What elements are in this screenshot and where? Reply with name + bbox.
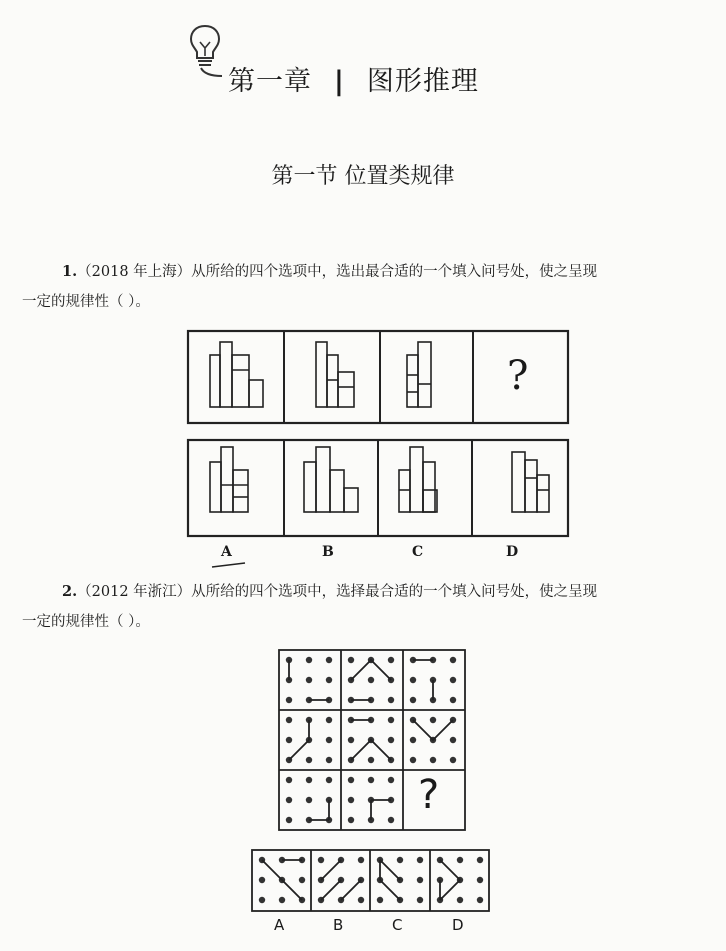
grid-dot	[477, 897, 483, 903]
grid-dot	[388, 817, 394, 823]
grid-dot	[286, 797, 292, 803]
q1-option-label-b[interactable]: B	[322, 544, 334, 560]
grid-dot	[410, 737, 416, 743]
grid-dot	[457, 897, 463, 903]
grid-dot	[306, 777, 312, 783]
grid-dot	[286, 717, 292, 723]
grid-dot	[306, 677, 312, 683]
q2-options-row	[252, 850, 489, 911]
question-text-line2: 一定的规律性（ ）。	[22, 614, 150, 630]
section-title: 第一节 位置类规律	[271, 164, 455, 189]
grid-dot	[326, 717, 332, 723]
grid-dot	[410, 757, 416, 763]
grid-dot	[306, 657, 312, 663]
question-source: （2012 年浙江）	[77, 584, 192, 600]
grid-dot	[397, 857, 403, 863]
grid-dot	[410, 697, 416, 703]
q2-option-label-d[interactable]: D	[452, 916, 464, 934]
question-source: （2018 年上海）	[77, 264, 192, 280]
grid-dot	[388, 657, 394, 663]
answer-underline	[212, 563, 245, 567]
grid-dot	[279, 897, 285, 903]
q2-option-label-c[interactable]: C	[392, 916, 403, 934]
question-text-line2: 一定的规律性（ ）。	[22, 294, 150, 310]
grid-dot	[259, 897, 265, 903]
grid-dot	[450, 657, 456, 663]
grid-dot	[348, 657, 354, 663]
grid-dot	[286, 697, 292, 703]
q1-option-label-d[interactable]: D	[506, 544, 519, 560]
grid-dot	[388, 777, 394, 783]
grid-dot	[259, 877, 265, 883]
question-text: 从所给的四个选项中，选择最合适的一个填入问号处，使之呈现	[191, 584, 598, 600]
grid-dot	[306, 797, 312, 803]
grid-dot	[326, 657, 332, 663]
grid-dot	[477, 857, 483, 863]
q2-option-label-b[interactable]: B	[333, 916, 344, 934]
chapter-separator: |	[334, 66, 345, 97]
grid-dot	[326, 777, 332, 783]
grid-dot	[410, 677, 416, 683]
grid-dot	[286, 737, 292, 743]
grid-dot	[388, 717, 394, 723]
grid-dot	[377, 897, 383, 903]
grid-dot	[318, 857, 324, 863]
grid-dot	[457, 857, 463, 863]
q1-option-figure-d[interactable]	[512, 452, 549, 512]
grid-dot	[299, 877, 305, 883]
grid-dot	[326, 677, 332, 683]
question-2	[22, 577, 712, 637]
grid-dot	[417, 857, 423, 863]
grid-dot	[417, 897, 423, 903]
q1-option-figure-a[interactable]	[210, 447, 248, 512]
grid-dot	[430, 757, 436, 763]
grid-dot	[450, 757, 456, 763]
grid-dot	[348, 777, 354, 783]
q1-stem-figure-3	[407, 342, 431, 407]
grid-dot	[326, 757, 332, 763]
chapter-name: 图形推理	[366, 66, 479, 97]
grid-dot	[368, 677, 374, 683]
grid-dot	[450, 737, 456, 743]
q1-stem-figure-2	[316, 342, 354, 407]
grid-dot	[358, 857, 364, 863]
question-text: 从所给的四个选项中，选出最合适的一个填入问号处，使之呈现	[191, 264, 598, 280]
grid-dot	[326, 737, 332, 743]
grid-dot	[358, 897, 364, 903]
q2-option-label-a[interactable]: A	[274, 916, 285, 934]
q1-option-label-a[interactable]: A	[221, 544, 232, 560]
grid-dot	[368, 777, 374, 783]
q1-stem-figure-1	[210, 342, 263, 407]
chapter-number: 第一章	[228, 66, 312, 97]
grid-dot	[388, 697, 394, 703]
grid-dot	[348, 737, 354, 743]
grid-dot	[286, 777, 292, 783]
grid-dot	[477, 877, 483, 883]
q1-option-figure-c[interactable]	[399, 447, 437, 512]
q1-option-label-c[interactable]: C	[412, 544, 424, 560]
q1-question-mark: ?	[507, 353, 529, 399]
grid-dot	[450, 677, 456, 683]
grid-dot	[306, 757, 312, 763]
grid-dot	[348, 817, 354, 823]
grid-dot	[286, 817, 292, 823]
q2-question-mark: ?	[418, 772, 440, 818]
question-number: 2.	[62, 583, 78, 600]
grid-dot	[430, 717, 436, 723]
grid-dot	[388, 737, 394, 743]
grid-dot	[450, 697, 456, 703]
grid-dot	[368, 757, 374, 763]
q1-option-figure-b[interactable]	[304, 447, 358, 512]
grid-dot	[417, 877, 423, 883]
question-number: 1.	[62, 263, 78, 280]
grid-dot	[348, 797, 354, 803]
